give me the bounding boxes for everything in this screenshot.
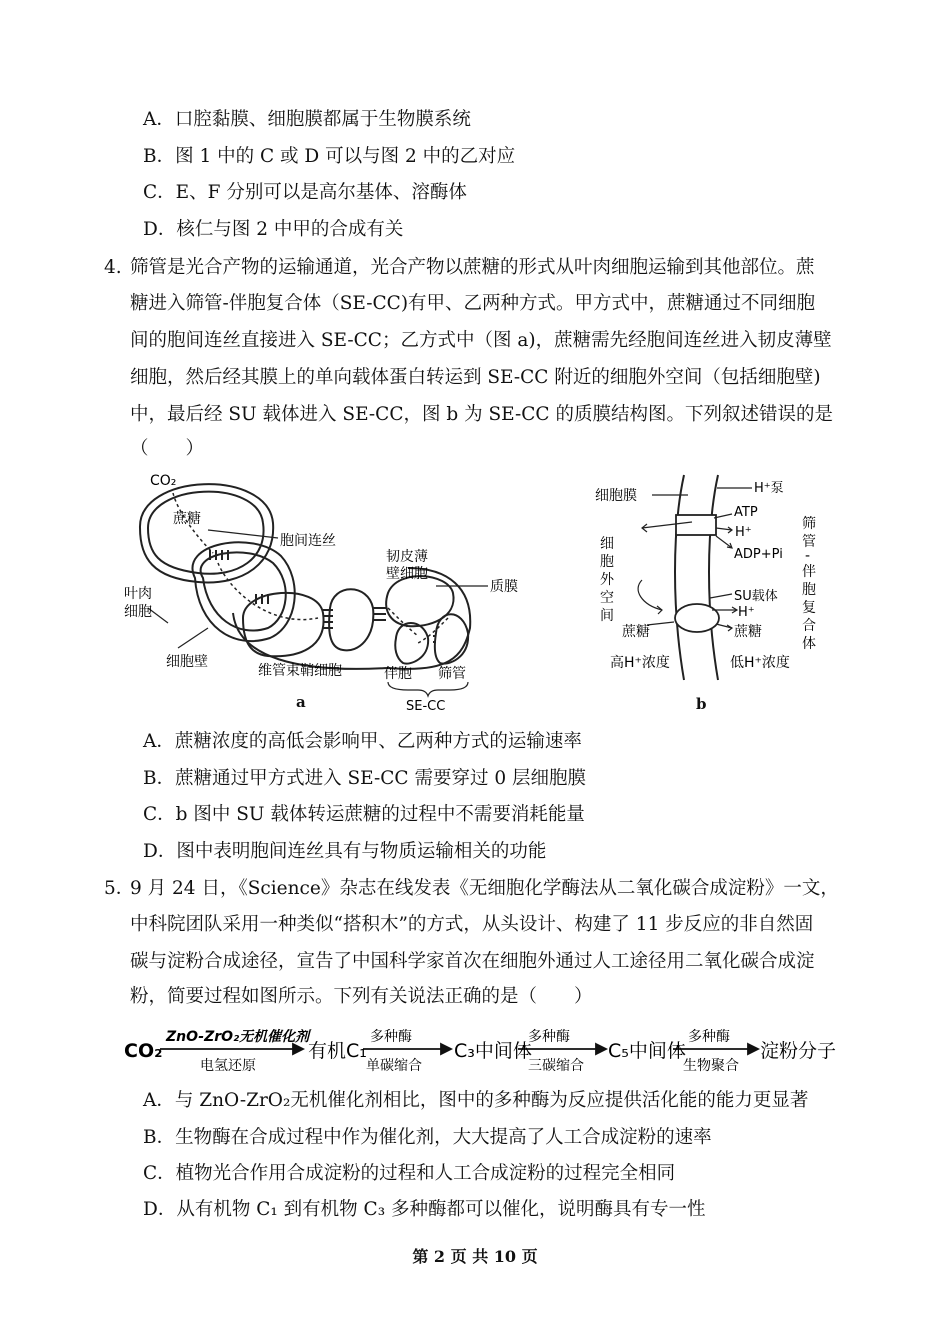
fig-b-high-h-label: 高H⁺浓度 [610,655,670,671]
pathway-step1-catalyst: ZnO-ZrO₂无机催化剂 [166,1029,310,1045]
pathway-step1-method: 电氢还原 [200,1058,256,1074]
fig-b-adp-pi-label: ADP+Pi [734,547,783,562]
q4-stem-line: 筛管是光合产物的运输通道，光合产物以蔗糖的形式从叶肉细胞运输到其他部位。蔗 [130,257,815,278]
fig-a-companion-label: 伴胞 [384,666,412,682]
pathway-c1: 有机C₁ [308,1040,367,1062]
fig-b-se-cc-label: - [805,548,811,564]
fig-b-atp-label: ATP [734,505,758,520]
pathway-step3-method: 三碳缩合 [528,1058,584,1074]
fig-b-h-pump-label: H⁺泵 [754,481,784,496]
q5-option-b: B．生物酶在合成过程中作为催化剂，大大提高了人工合成淀粉的速率 [143,1127,712,1148]
starch-pathway-diagram [118,1020,838,1078]
pathway-step3-enzyme: 多种酶 [528,1029,570,1045]
fig-a-co2-label: CO₂ [150,473,177,489]
q5-option-d: D．从有机物 C₁ 到有机物 C₃ 多种酶都可以催化，说明酶具有专一性 [143,1199,706,1220]
pathway-c5: C₅中间体 [608,1040,686,1062]
q5-stem-line: 9 月 24 日，《Science》杂志在线发表《无细胞化学酶法从二氧化碳合成淀粉》一文， [130,878,839,899]
q4-stem-line: （ ） [130,438,205,459]
fig-b-se-cc-label: 复 [802,600,816,616]
q5-stem-line: 中科院团队采用一种类似“搭积木”的方式，从头设计、构建了 11 步反应的非自然固 [130,914,814,935]
fig-b-extracellular-label: 空 [600,590,614,606]
q5-option-c: C．植物光合作用合成淀粉的过程和人工合成淀粉的过程完全相同 [143,1163,676,1184]
q4-stem-line: 中，最后经 SU 载体进入 SE-CC，图 b 为 SE-CC 的质膜结构图。下列叙述错误的是 [130,404,833,425]
fig-b-sucrose-label: 蔗糖 [622,624,650,640]
fig-b-extracellular-label: 外 [600,572,614,588]
q4-option-b: B．蔗糖通过甲方式进入 SE-CC 需要穿过 0 层细胞膜 [143,768,586,789]
fig-b-su-carrier-label: SU载体 [734,589,778,604]
fig-b-se-cc-label: 筛 [802,516,816,532]
fig-b-se-cc-label: 管 [802,534,816,550]
pathway-step4-method: 生物聚合 [683,1058,739,1074]
fig-b-se-cc-label: 伴 [802,564,816,580]
q3-option-c: C．E、F 分别可以是高尔基体、溶酶体 [143,182,467,203]
figure-b-caption: b [696,695,707,713]
fig-b-se-cc-label: 体 [802,636,816,652]
q4-option-c: C．b 图中 SU 载体转运蔗糖的过程中不需要消耗能量 [143,804,585,825]
q5-number: 5． [104,878,135,899]
q4-option-a: A．蔗糖浓度的高低会影响甲、乙两种方式的运输速率 [143,731,582,752]
fig-a-phloem-parenchyma-label: 壁细胞 [386,566,428,582]
fig-b-extracellular-label: 细 [600,536,614,552]
q5-option-a: A．与 ZnO-ZrO₂无机催化剂相比，图中的多种酶为反应提供活化能的能力更显著 [143,1090,809,1111]
fig-a-se-cc-label: SE-CC [406,699,446,714]
page-footer: 第 2 页 共 10 页 [412,1247,538,1266]
pathway-step2-enzyme: 多种酶 [370,1029,412,1045]
q4-stem-line: 间的胞间连丝直接进入 SE-CC；乙方式中（图 a)，蔗糖需先经胞间连丝进入韧皮薄壁 [130,330,832,351]
fig-b-extracellular-label: 间 [600,608,614,624]
fig-a-mesophyll-label: 细胞 [124,604,152,620]
pathway-step4-enzyme: 多种酶 [688,1029,730,1045]
fig-b-se-cc-label: 胞 [802,582,816,598]
q3-option-b: B．图 1 中的 C 或 D 可以与图 2 中的乙对应 [143,146,516,167]
q5-stem-line: 粉，简要过程如图所示。下列有关说法正确的是（ ） [130,986,593,1007]
q3-option-d: D．核仁与图 2 中甲的合成有关 [143,219,404,240]
fig-b-sucrose-label: 蔗糖 [734,624,762,640]
pathway-starch: 淀粉分子 [760,1040,837,1062]
pathway-c3: C₃中间体 [454,1040,532,1062]
figure-a [118,468,558,718]
fig-a-plasmodesmata-label: 胞间连丝 [280,533,336,549]
figure-b [592,470,832,685]
q3-option-a: A．口腔黏膜、细胞膜都属于生物膜系统 [143,109,471,130]
fig-b-se-cc-label: 合 [802,618,816,634]
fig-a-plasma-membrane-label: 质膜 [490,579,518,595]
fig-b-h-plus-label: H⁺ [735,525,752,540]
fig-a-phloem-parenchyma-label: 韧皮薄 [386,549,428,565]
q4-stem-line: 糖进入筛管-伴胞复合体（SE-CC)有甲、乙两种方式。甲方式中，蔗糖通过不同细胞 [130,293,816,314]
fig-a-cell-wall-label: 细胞壁 [166,654,208,670]
fig-a-bundle-sheath-label: 维管束鞘细胞 [258,663,342,679]
pathway-step2-method: 单碳缩合 [366,1058,422,1074]
figure-a-caption: a [296,693,306,711]
fig-a-mesophyll-label: 叶肉 [124,586,152,602]
q4-stem-line: 细胞，然后经其膜上的单向载体蛋白转运到 SE-CC 附近的细胞外空间（包括细胞壁) [130,367,821,388]
fig-b-low-h-label: 低H⁺浓度 [730,655,790,671]
q5-stem-line: 碳与淀粉合成途径，宣告了中国科学家首次在细胞外通过人工途径用二氧化碳合成淀 [130,951,815,972]
q4-option-d: D．图中表明胞间连丝具有与物质运输相关的功能 [143,841,547,862]
fig-b-extracellular-label: 胞 [600,554,614,570]
fig-b-h-plus-label: H⁺ [738,605,755,620]
q4-number: 4. [104,257,122,278]
fig-b-cell-membrane-label: 细胞膜 [595,488,637,504]
fig-a-sucrose-label: 蔗糖 [173,511,201,527]
pathway-co2: CO₂ [124,1040,163,1062]
fig-a-sieve-tube-label: 筛管 [438,666,466,682]
